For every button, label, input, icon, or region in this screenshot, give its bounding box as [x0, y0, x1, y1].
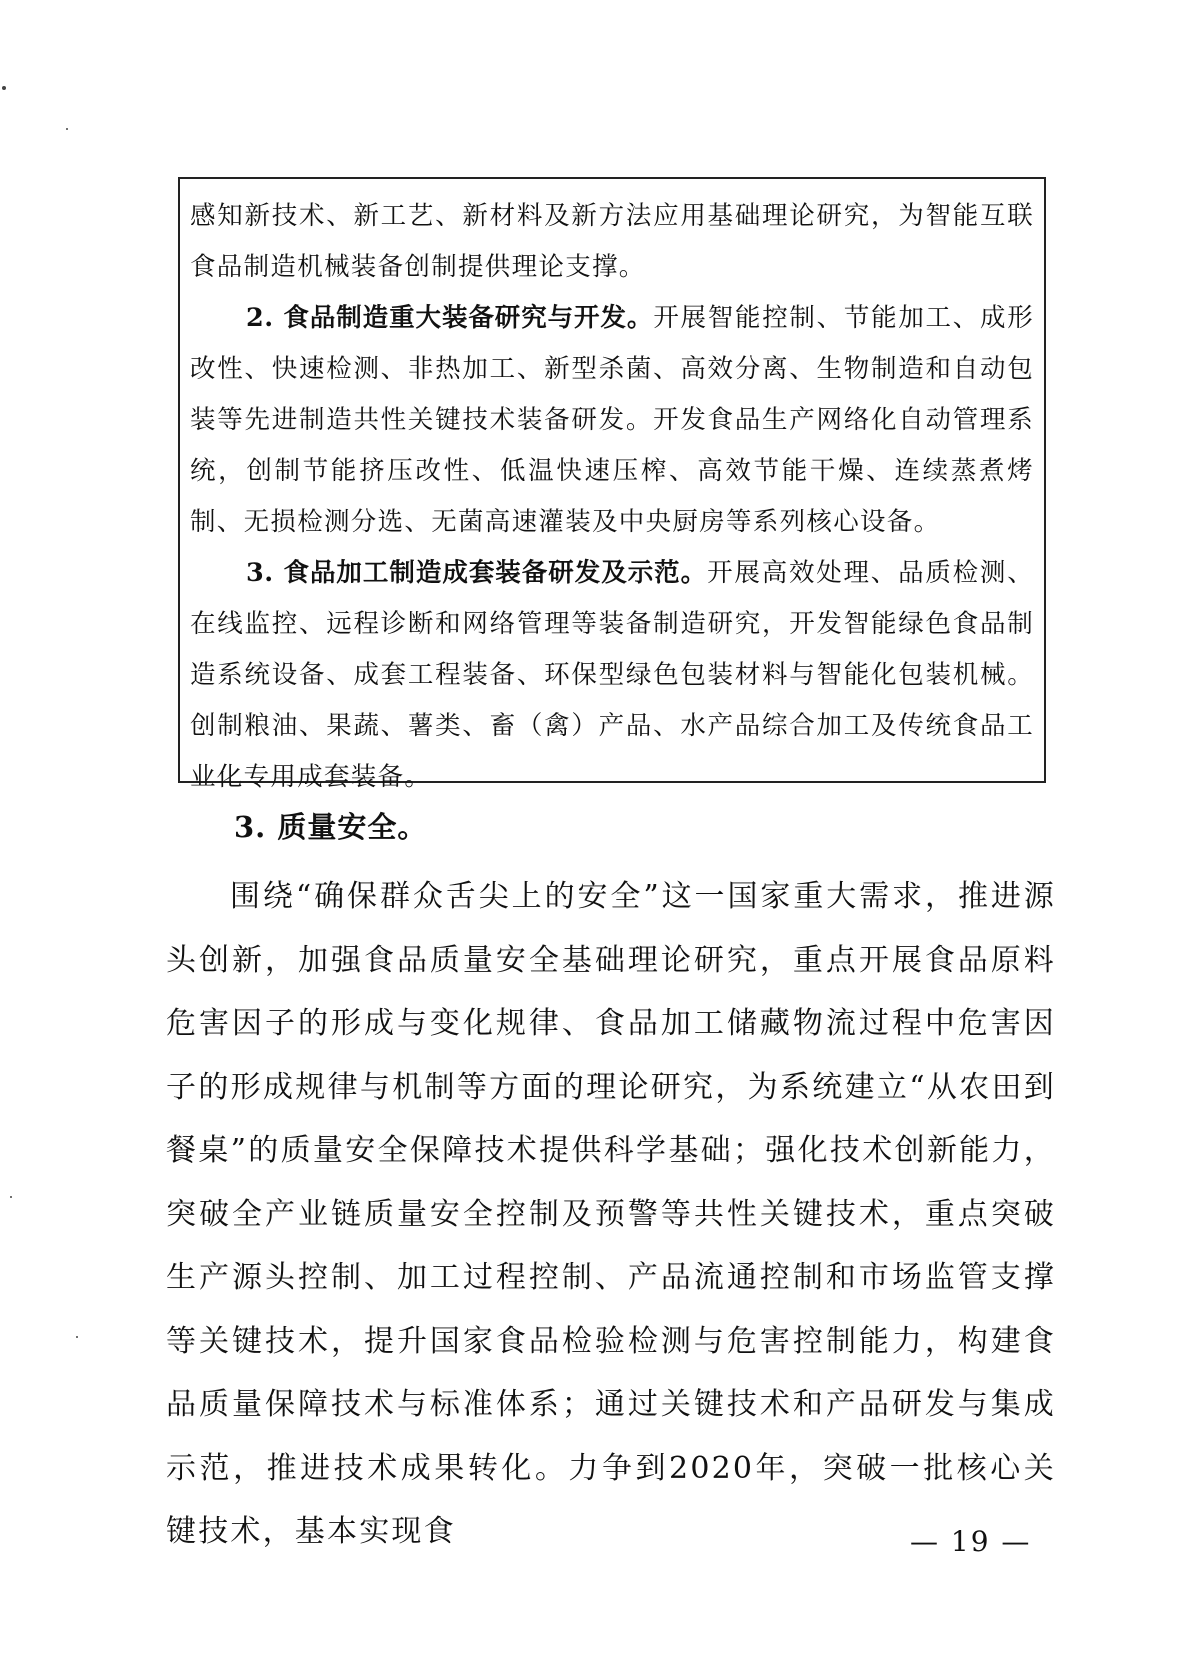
scan-speck [2, 86, 6, 90]
box-item-3 [190, 548, 1034, 803]
box-item-3-title: 3. 食品加工制造成套装备研发及示范。 [246, 558, 708, 588]
section-body: 围绕“确保群众舌尖上的安全”这一国家重大需求，推进源头创新，加强食品质量安全基础理论研究，重点开展食品原料危害因子的形成与变化规律、食品加工储藏物流过程中危害因子的形成规律与机制等方面的理论研究，为系统建立“从农田到餐桌”的质量安全保障技术提供科学基础；强化技术创新能力，突破全产业链质量安全控制及预警等共性关键技术，重点突破生产源头控制、加工过程控制、产品流通控制和市场监管支撑等关键技术，提升国家食品检验检测与危害控制能力，构建食品质量保障技术与标准体系；通过关键技术和产品研发与集成示范，推进技术成果转化。力争到2020年，突破一批核心关键技术，基本实现食 [166, 879, 1056, 1549]
box-item-2-title: 2. 食品制造重大装备研究与开发。 [246, 303, 654, 333]
boxed-excerpt [178, 177, 1046, 792]
page-number: — 19 — [910, 1525, 1032, 1558]
scan-speck [10, 1196, 12, 1198]
scan-speck [66, 128, 68, 130]
box-item-2 [190, 293, 1034, 548]
section-heading: 3. 质量安全。 [234, 810, 428, 844]
box-item-2-body: 开展智能控制、节能加工、成形改性、快速检测、非热加工、新型杀菌、高效分离、生物制造和自动包装等先进制造共性关键技术装备研发。开发食品生产网络化自动管理系统，创制节能挤压改性、低温快速压榨、高效节能干燥、连续蒸煮烤制、无损检测分选、无菌高速灌装及中央厨房等系列核心设备。 [190, 303, 1035, 537]
scan-speck [76, 1336, 78, 1338]
box-item-3-body: 开展高效处理、品质检测、在线监控、远程诊断和网络管理等装备制造研究，开发智能绿色食品制造系统设备、成套工程装备、环保型绿色包装材料与智能化包装机械。创制粮油、果蔬、薯类、畜（禽）产品、水产品综合加工及传统食品工业化专用成套装备。 [190, 558, 1035, 792]
box-paragraph: 感知新技术、新工艺、新材料及新方法应用基础理论研究，为智能互联食品制造机械装备创制提供理论支撑。 [190, 201, 1034, 282]
